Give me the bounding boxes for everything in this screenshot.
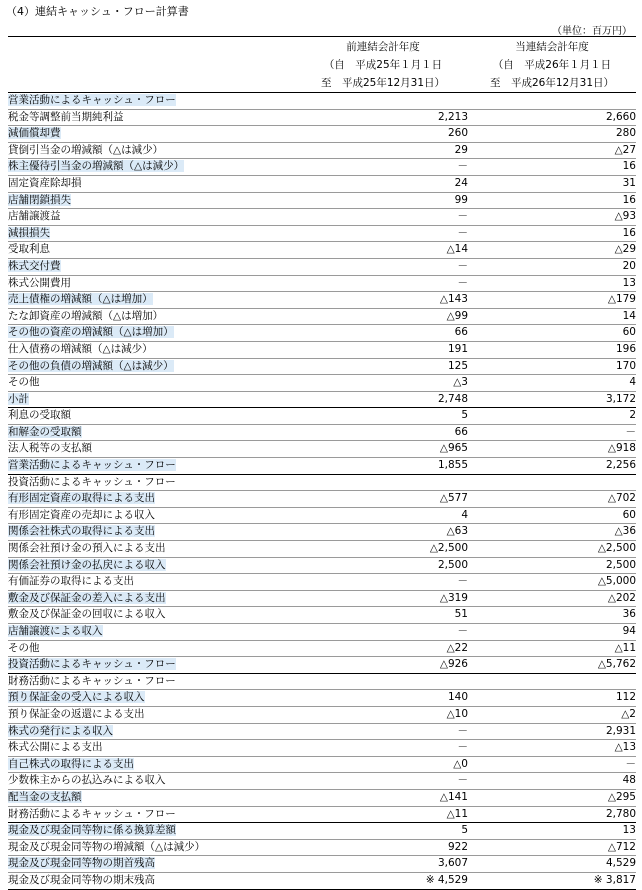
row-label-cell	[8, 358, 298, 375]
current-year-value: 60	[468, 325, 636, 342]
row-label: 固定資産除却損	[8, 176, 82, 189]
row-label: 和解金の受取額	[8, 425, 82, 438]
header-prior-label: 前連結会計年度	[298, 37, 468, 56]
header-current-from: （自 平成26年１月１日	[492, 59, 612, 71]
prior-year-value: △22	[298, 640, 468, 657]
row-label: たな卸資産の増減額（△は増加）	[8, 309, 164, 322]
prior-year-value: 66	[298, 424, 468, 441]
row-label: 有形固定資産の取得による支出	[8, 492, 155, 505]
current-year-value: 2,500	[468, 557, 636, 574]
prior-year-value: 5	[298, 823, 468, 840]
row-label-cell	[8, 872, 298, 889]
prior-year-value: 5	[298, 408, 468, 425]
section-header-row	[8, 474, 636, 491]
prior-year-value: △2,500	[298, 541, 468, 558]
prior-year-value: △3	[298, 375, 468, 392]
prior-year-value: －	[298, 275, 468, 292]
table-row	[8, 574, 636, 591]
table-row	[8, 541, 636, 558]
table-row	[8, 740, 636, 757]
current-year-value	[468, 673, 636, 690]
prior-year-value: △63	[298, 524, 468, 541]
prior-year-value: 4	[298, 507, 468, 524]
prior-year-value: 922	[298, 839, 468, 856]
row-label: 店舗譲渡益	[8, 210, 61, 223]
row-label-cell	[8, 159, 298, 176]
row-label-cell	[8, 541, 298, 558]
current-year-value: 4,529	[468, 856, 636, 873]
row-label: 有形固定資産の売却による収入	[8, 508, 155, 521]
header-blank	[8, 73, 298, 93]
row-label: 預り保証金の返還による支出	[8, 707, 145, 720]
current-year-value: △29	[468, 242, 636, 259]
current-year-value	[468, 93, 636, 110]
row-label: 関係会社預け金の預入による支出	[8, 542, 166, 555]
prior-year-value: －	[298, 574, 468, 591]
cash-flow-table	[8, 36, 636, 890]
table-row	[8, 292, 636, 309]
table-row	[8, 126, 636, 143]
current-year-value: 16	[468, 225, 636, 242]
header-blank	[8, 37, 298, 56]
table-row	[8, 225, 636, 242]
table-row	[8, 723, 636, 740]
prior-year-value: △141	[298, 789, 468, 806]
row-label-cell	[8, 292, 298, 309]
row-label-cell	[8, 225, 298, 242]
table-row	[8, 209, 636, 226]
row-label-cell	[8, 341, 298, 358]
prior-year-value: 191	[298, 341, 468, 358]
table-row	[8, 856, 636, 873]
row-label-cell	[8, 657, 298, 674]
table-row	[8, 640, 636, 657]
table-row	[8, 823, 636, 840]
prior-year-value: 1,855	[298, 458, 468, 475]
table-row	[8, 408, 636, 425]
table-row	[8, 458, 636, 475]
table-row	[8, 341, 636, 358]
row-label: 配当金の支払額	[8, 790, 82, 803]
current-year-value: △13	[468, 740, 636, 757]
table-row	[8, 424, 636, 441]
row-label: 自己株式の取得による支出	[8, 757, 134, 770]
row-label-cell	[8, 109, 298, 126]
current-year-value: △202	[468, 590, 636, 607]
prior-year-value: △14	[298, 242, 468, 259]
row-label-cell	[8, 391, 298, 408]
row-label-cell	[8, 839, 298, 856]
row-label-cell	[8, 209, 298, 226]
row-label-cell	[8, 192, 298, 209]
row-label: その他の負債の増減額（△は減少）	[8, 359, 174, 372]
table-row	[8, 789, 636, 806]
row-label-cell	[8, 424, 298, 441]
current-year-value: 2,256	[468, 458, 636, 475]
row-label: 店舗譲渡による収入	[8, 625, 103, 637]
prior-year-value: 125	[298, 358, 468, 375]
row-label-cell	[8, 491, 298, 508]
row-label-cell	[8, 740, 298, 757]
prior-year-value: ※ 4,529	[298, 872, 468, 889]
table-body	[8, 93, 636, 890]
statement-title: （4）連結キャッシュ・フロー計算書	[6, 5, 189, 18]
current-year-value: 280	[468, 126, 636, 143]
row-label-cell	[8, 375, 298, 392]
prior-year-value: 29	[298, 142, 468, 159]
prior-year-value: 140	[298, 690, 468, 707]
section-header-row	[8, 93, 636, 110]
row-label: 小計	[8, 392, 29, 405]
current-year-value: △5,000	[468, 574, 636, 591]
prior-year-value: －	[298, 624, 468, 641]
row-label: 関係会社預け金の払戻による収入	[8, 558, 166, 571]
row-label: その他	[8, 376, 40, 389]
header-current-to: 至 平成26年12月31日）	[468, 73, 636, 93]
prior-year-value: －	[298, 740, 468, 757]
row-label-cell	[8, 325, 298, 342]
current-year-value: △2	[468, 706, 636, 723]
row-label-cell	[8, 789, 298, 806]
prior-year-value: －	[298, 159, 468, 176]
row-label-cell	[8, 275, 298, 292]
row-label: 少数株主からの払込みによる収入	[8, 774, 166, 787]
section-header-row	[8, 673, 636, 690]
prior-year-value: －	[298, 258, 468, 275]
prior-year-value: △99	[298, 308, 468, 325]
row-label-cell	[8, 524, 298, 541]
prior-year-value: 3,607	[298, 856, 468, 873]
row-label-cell	[8, 258, 298, 275]
row-label: 営業活動によるキャッシュ・フロー	[8, 94, 176, 106]
current-year-value: △11	[468, 640, 636, 657]
row-label-cell	[8, 624, 298, 641]
table-row	[8, 275, 636, 292]
current-year-value: △712	[468, 839, 636, 856]
row-label: 現金及び現金同等物に係る換算差額	[8, 824, 176, 837]
current-year-value: 170	[468, 358, 636, 375]
row-label-cell	[8, 242, 298, 259]
header-blank	[8, 55, 298, 73]
prior-year-value: －	[298, 723, 468, 740]
table-row	[8, 557, 636, 574]
row-label-cell	[8, 856, 298, 873]
prior-year-value: －	[298, 773, 468, 790]
prior-year-value: △965	[298, 441, 468, 458]
row-label: 株主優待引当金の増減額（△は減少）	[8, 160, 185, 173]
row-label: 投資活動によるキャッシュ・フロー	[8, 475, 176, 488]
current-year-value: 3,172	[468, 391, 636, 408]
row-label: 貸倒引当金の増減額（△は減少）	[8, 143, 164, 156]
header-prior-from: （自 平成25年１月１日	[323, 59, 443, 71]
current-year-value: －	[468, 424, 636, 441]
table-row	[8, 839, 636, 856]
row-label-cell	[8, 93, 298, 110]
row-label: 受取利息	[8, 243, 50, 256]
row-label: 敷金及び保証金の回収による収入	[8, 608, 166, 621]
current-year-value: 13	[468, 275, 636, 292]
prior-year-value	[298, 93, 468, 110]
prior-year-value: 2,213	[298, 109, 468, 126]
row-label: 有価証券の取得による支出	[8, 575, 134, 588]
current-year-value: 14	[468, 308, 636, 325]
row-label: 投資活動によるキャッシュ・フロー	[8, 658, 176, 671]
table-row	[8, 872, 636, 889]
row-label-cell	[8, 574, 298, 591]
current-year-value: △702	[468, 491, 636, 508]
prior-year-value: －	[298, 225, 468, 242]
prior-year-value: －	[298, 209, 468, 226]
current-year-value: 112	[468, 690, 636, 707]
row-label-cell	[8, 690, 298, 707]
current-year-value: △93	[468, 209, 636, 226]
table-row	[8, 375, 636, 392]
row-label: 売上債権の増減額（△は増加）	[8, 293, 153, 306]
row-label: 現金及び現金同等物の増減額（△は減少）	[8, 840, 206, 853]
prior-year-value: △319	[298, 590, 468, 607]
current-year-value: 60	[468, 507, 636, 524]
table-header	[8, 37, 636, 93]
row-label: 株式公開による支出	[8, 741, 103, 754]
row-label: 株式の発行による収入	[8, 724, 113, 737]
current-year-value: －	[468, 756, 636, 773]
table-row	[8, 690, 636, 707]
prior-year-value: △11	[298, 806, 468, 823]
header-current-label: 当連結会計年度	[468, 37, 636, 56]
row-label-cell	[8, 441, 298, 458]
current-year-value: △179	[468, 292, 636, 309]
prior-year-value: 24	[298, 175, 468, 192]
row-label: 関係会社株式の取得による支出	[8, 525, 155, 538]
current-year-value: △2,500	[468, 541, 636, 558]
row-label-cell	[8, 308, 298, 325]
table-row	[8, 756, 636, 773]
row-label-cell	[8, 823, 298, 840]
current-year-value: 2,780	[468, 806, 636, 823]
row-label-cell	[8, 590, 298, 607]
current-year-value: 196	[468, 341, 636, 358]
row-label-cell	[8, 640, 298, 657]
prior-year-value: △143	[298, 292, 468, 309]
table-row	[8, 391, 636, 408]
table-row	[8, 242, 636, 259]
row-label: 仕入債務の増減額（△は減少）	[8, 342, 153, 355]
current-year-value: 94	[468, 624, 636, 641]
current-year-value: △295	[468, 789, 636, 806]
prior-year-value: 2,748	[298, 391, 468, 408]
prior-year-value: △926	[298, 657, 468, 674]
row-label-cell	[8, 773, 298, 790]
row-label: 減損損失	[8, 226, 50, 239]
current-year-value: 36	[468, 607, 636, 624]
row-label: 敷金及び保証金の差入による支出	[8, 591, 166, 604]
row-label-cell	[8, 458, 298, 475]
row-label-cell	[8, 557, 298, 574]
row-label-cell	[8, 175, 298, 192]
row-label: 利息の受取額	[8, 409, 71, 422]
table-row	[8, 142, 636, 159]
row-label: 財務活動によるキャッシュ・フロー	[8, 674, 176, 687]
table-row	[8, 706, 636, 723]
row-label: 減価償却費	[8, 127, 61, 140]
current-year-value	[468, 474, 636, 491]
current-year-value: 48	[468, 773, 636, 790]
current-year-value: 16	[468, 159, 636, 176]
current-year-value: 20	[468, 258, 636, 275]
table-row	[8, 109, 636, 126]
row-label: 財務活動によるキャッシュ・フロー	[8, 807, 176, 820]
current-year-value: 31	[468, 175, 636, 192]
row-label: その他	[8, 641, 40, 654]
prior-year-value	[298, 673, 468, 690]
prior-year-value: △0	[298, 756, 468, 773]
prior-year-value	[298, 474, 468, 491]
row-label-cell	[8, 474, 298, 491]
current-year-value: △918	[468, 441, 636, 458]
table-row	[8, 491, 636, 508]
table-row	[8, 507, 636, 524]
table-row	[8, 657, 636, 674]
prior-year-value: △10	[298, 706, 468, 723]
current-year-value: 16	[468, 192, 636, 209]
unit-label: （単位：百万円）	[552, 26, 632, 37]
row-label: 現金及び現金同等物の期首残高	[8, 857, 155, 870]
current-year-value: 4	[468, 375, 636, 392]
table-row	[8, 325, 636, 342]
prior-year-value: △577	[298, 491, 468, 508]
current-year-value: 2,660	[468, 109, 636, 126]
current-year-value: △5,762	[468, 657, 636, 674]
table-row	[8, 624, 636, 641]
row-label: 営業活動によるキャッシュ・フロー	[8, 459, 176, 472]
row-label-cell	[8, 673, 298, 690]
prior-year-value: 51	[298, 607, 468, 624]
row-label: 税金等調整前当期純利益	[8, 110, 124, 123]
table-row	[8, 159, 636, 176]
row-label-cell	[8, 408, 298, 425]
current-year-value: 2	[468, 408, 636, 425]
prior-year-value: 99	[298, 192, 468, 209]
current-year-value: ※ 3,817	[468, 872, 636, 889]
row-label-cell	[8, 756, 298, 773]
row-label-cell	[8, 126, 298, 143]
prior-year-value: 260	[298, 126, 468, 143]
table-row	[8, 773, 636, 790]
row-label-cell	[8, 507, 298, 524]
row-label: 株式交付費	[8, 259, 61, 272]
table-row	[8, 358, 636, 375]
row-label-cell	[8, 706, 298, 723]
current-year-value: 2,931	[468, 723, 636, 740]
current-year-value: △36	[468, 524, 636, 541]
header-prior-to: 至 平成25年12月31日）	[298, 73, 468, 93]
table-row	[8, 441, 636, 458]
table-row	[8, 590, 636, 607]
row-label: その他の資産の増減額（△は増加）	[8, 326, 174, 339]
row-label: 法人税等の支払額	[8, 442, 92, 455]
prior-year-value: 66	[298, 325, 468, 342]
prior-year-value: 2,500	[298, 557, 468, 574]
row-label-cell	[8, 806, 298, 823]
row-label-cell	[8, 723, 298, 740]
row-label: 預り保証金の受入による収入	[8, 691, 145, 704]
table-row	[8, 192, 636, 209]
table-row	[8, 524, 636, 541]
row-label-cell	[8, 142, 298, 159]
current-year-value: 13	[468, 823, 636, 840]
table-row	[8, 308, 636, 325]
table-row	[8, 175, 636, 192]
row-label: 株式公開費用	[8, 276, 71, 289]
table-row	[8, 607, 636, 624]
row-label: 現金及び現金同等物の期末残高	[8, 873, 155, 886]
row-label-cell	[8, 607, 298, 624]
current-year-value: △27	[468, 142, 636, 159]
table-row	[8, 258, 636, 275]
table-row	[8, 806, 636, 823]
row-label: 店舗閉鎖損失	[8, 193, 71, 206]
